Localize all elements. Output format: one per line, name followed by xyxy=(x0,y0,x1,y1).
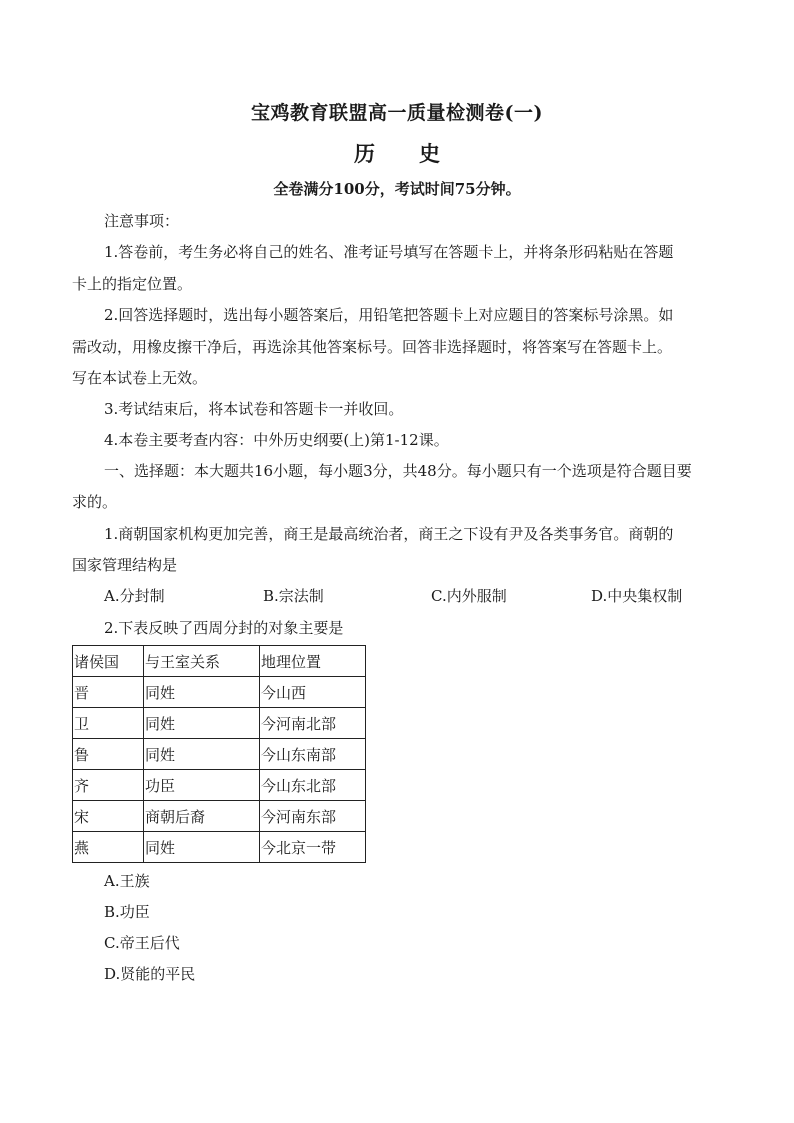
table-cell: 同姓 xyxy=(144,832,260,863)
table-cell: 卫 xyxy=(73,708,144,739)
notice-item-2-line-1: 2.回答选择题时，选出每小题答案后，用铅笔把答题卡上对应题目的答案标号涂黑。如 xyxy=(104,306,674,324)
table-cell: 商朝后裔 xyxy=(144,801,260,832)
question-1-option-c: C.内外服制 xyxy=(431,587,507,605)
table-row xyxy=(73,770,366,801)
table-header-row xyxy=(73,646,366,677)
question-1-option-b: B.宗法制 xyxy=(263,587,324,605)
table-header-cell: 诸侯国 xyxy=(73,646,144,677)
table-cell: 今河南北部 xyxy=(260,708,366,739)
table-header-cell: 地理位置 xyxy=(260,646,366,677)
question-1-option-d: D.中央集权制 xyxy=(591,587,683,605)
table-cell: 今山西 xyxy=(260,677,366,708)
question-1-option-a: A.分封制 xyxy=(104,587,165,605)
notice-heading: 注意事项： xyxy=(104,212,180,230)
subject-char-1: 历 xyxy=(354,141,375,166)
question-2-option-b: B.功臣 xyxy=(104,903,150,921)
notice-item-4: 4.本卷主要考查内容：中外历史纲要(上)第1-12课。 xyxy=(104,431,449,449)
table-row xyxy=(73,708,366,739)
section-1-intro-line-2: 求的。 xyxy=(72,493,118,511)
table-cell: 今北京一带 xyxy=(260,832,366,863)
question-1-stem-line-2: 国家管理结构是 xyxy=(72,556,178,574)
table-row xyxy=(73,739,366,770)
notice-item-3: 3.考试结束后，将本试卷和答题卡一并收回。 xyxy=(104,400,404,418)
question-2-option-a: A.王族 xyxy=(104,872,150,890)
table-cell: 燕 xyxy=(73,832,144,863)
table-cell: 今山东南部 xyxy=(260,739,366,770)
table-row xyxy=(73,801,366,832)
table-cell: 同姓 xyxy=(144,708,260,739)
exam-title: 宝鸡教育联盟高一质量检测卷(一) xyxy=(251,102,543,124)
table-header-cell: 与王室关系 xyxy=(144,646,260,677)
subject-heading xyxy=(0,138,794,168)
table-cell: 今山东北部 xyxy=(260,770,366,801)
table-cell: 功臣 xyxy=(144,770,260,801)
table-row xyxy=(73,832,366,863)
table-row xyxy=(73,677,366,708)
section-1-intro-line-1: 一、选择题：本大题共16小题，每小题3分，共48分。每小题只有一个选项是符合题目要 xyxy=(104,462,692,480)
table-cell: 齐 xyxy=(73,770,144,801)
notice-item-1-line-2: 卡上的指定位置。 xyxy=(72,275,193,293)
table-cell: 同姓 xyxy=(144,739,260,770)
question-1-stem-line-1: 1.商朝国家机构更加完善，商王是最高统治者，商王之下设有尹及各类事务官。商朝的 xyxy=(104,525,674,543)
subject-char-2: 史 xyxy=(419,141,440,166)
notice-item-2-line-3: 写在本试卷上无效。 xyxy=(72,369,208,387)
table-cell: 同姓 xyxy=(144,677,260,708)
question-2-option-d: D.贤能的平民 xyxy=(104,965,196,983)
score-time-line: 全卷满分100分，考试时间75分钟。 xyxy=(273,180,521,198)
question-2-option-c: C.帝王后代 xyxy=(104,934,180,952)
table-cell: 鲁 xyxy=(73,739,144,770)
fiefdom-table xyxy=(72,645,366,863)
table-cell: 宋 xyxy=(73,801,144,832)
table-cell: 晋 xyxy=(73,677,144,708)
question-2-stem: 2.下表反映了西周分封的对象主要是 xyxy=(104,619,344,637)
table-cell: 今河南东部 xyxy=(260,801,366,832)
notice-item-1-line-1: 1.答卷前，考生务必将自己的姓名、准考证号填写在答题卡上，并将条形码粘贴在答题 xyxy=(104,243,674,261)
notice-item-2-line-2: 需改动，用橡皮擦干净后，再选涂其他答案标号。回答非选择题时，将答案写在答题卡上。 xyxy=(72,338,673,356)
